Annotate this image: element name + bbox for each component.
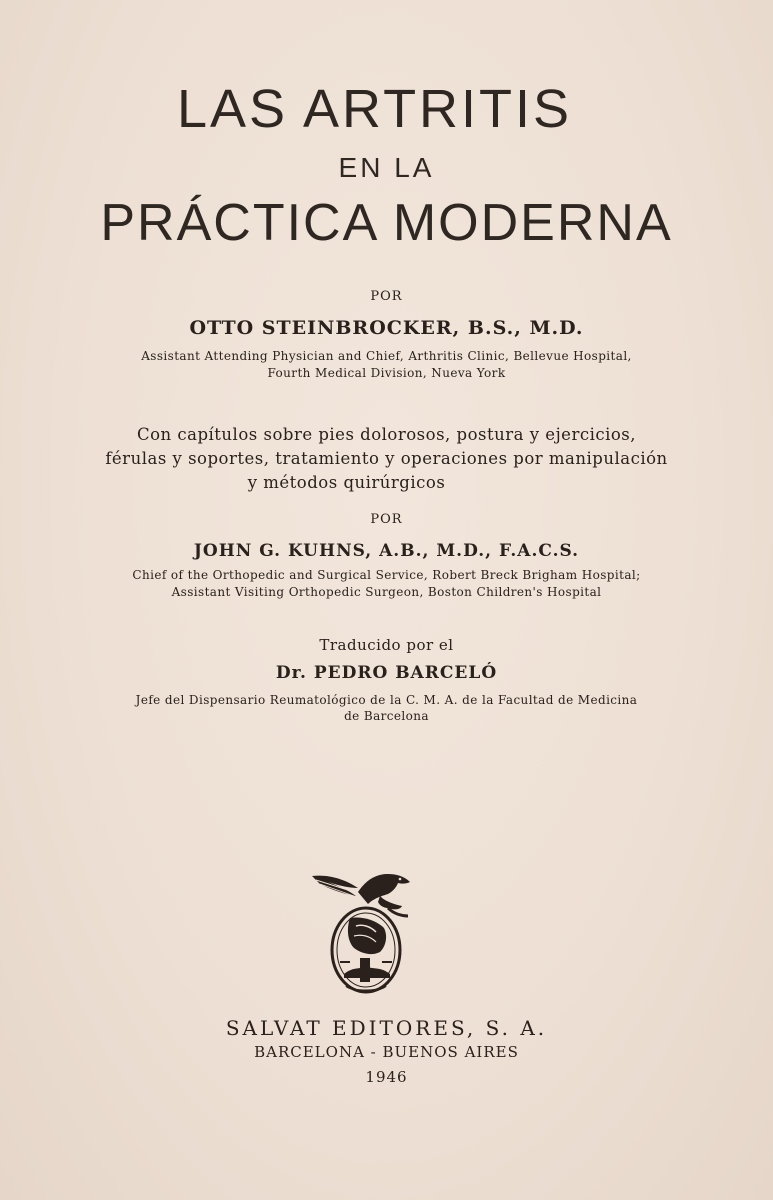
chapters-line-3: y métodos quirúrgicos [247,473,446,492]
translator-affiliation-b: de Barcelona [344,709,429,723]
publisher-cities: BARCELONA - BUENOS AIRES [254,1043,519,1061]
author-name-1: OTTO STEINBROCKER, B.S., M.D. [189,317,584,339]
author-affiliation-2b: Assistant Visiting Orthopedic Surgeon, Boston Children's Hospital [171,585,602,599]
author-affiliation-1a: Assistant Attending Physician and Chief, Arthritis Clinic, Bellevue Hospital, [141,349,632,363]
title-line-2: EN LA [338,152,435,183]
publisher-name: SALVAT EDITORES, S. A. [225,1016,548,1040]
author-affiliation-2a: Chief of the Orthopedic and Surgical Service, Robert Breck Brigham Hospital; [132,568,641,582]
title-line-3: PRÁCTICA MODERNA [100,194,673,252]
author-affiliation-1b: Fourth Medical Division, Nueva York [267,366,506,380]
author-name-2: JOHN G. KUHNS, A.B., M.D., F.A.C.S. [193,541,580,561]
pegasus-emblem-icon [310,866,418,996]
chapters-line-1: Con capítulos sobre pies dolorosos, postura y ejercicios, [136,425,637,444]
title-line-1: LAS ARTRITIS [176,79,573,139]
by-label-1: POR [370,289,403,304]
publication-year: 1946 [365,1068,408,1086]
translator-affiliation-a: Jefe del Dispensario Reumatológico de la C. M. A. de la Facultad de Medicina [135,693,638,707]
by-label-2: POR [370,512,403,527]
translator-intro: Traducido por el [319,636,454,654]
chapters-line-2: férulas y soportes, tratamiento y operaciones por manipulación [105,449,668,468]
translator-name: Dr. PEDRO BARCELÓ [275,663,498,683]
